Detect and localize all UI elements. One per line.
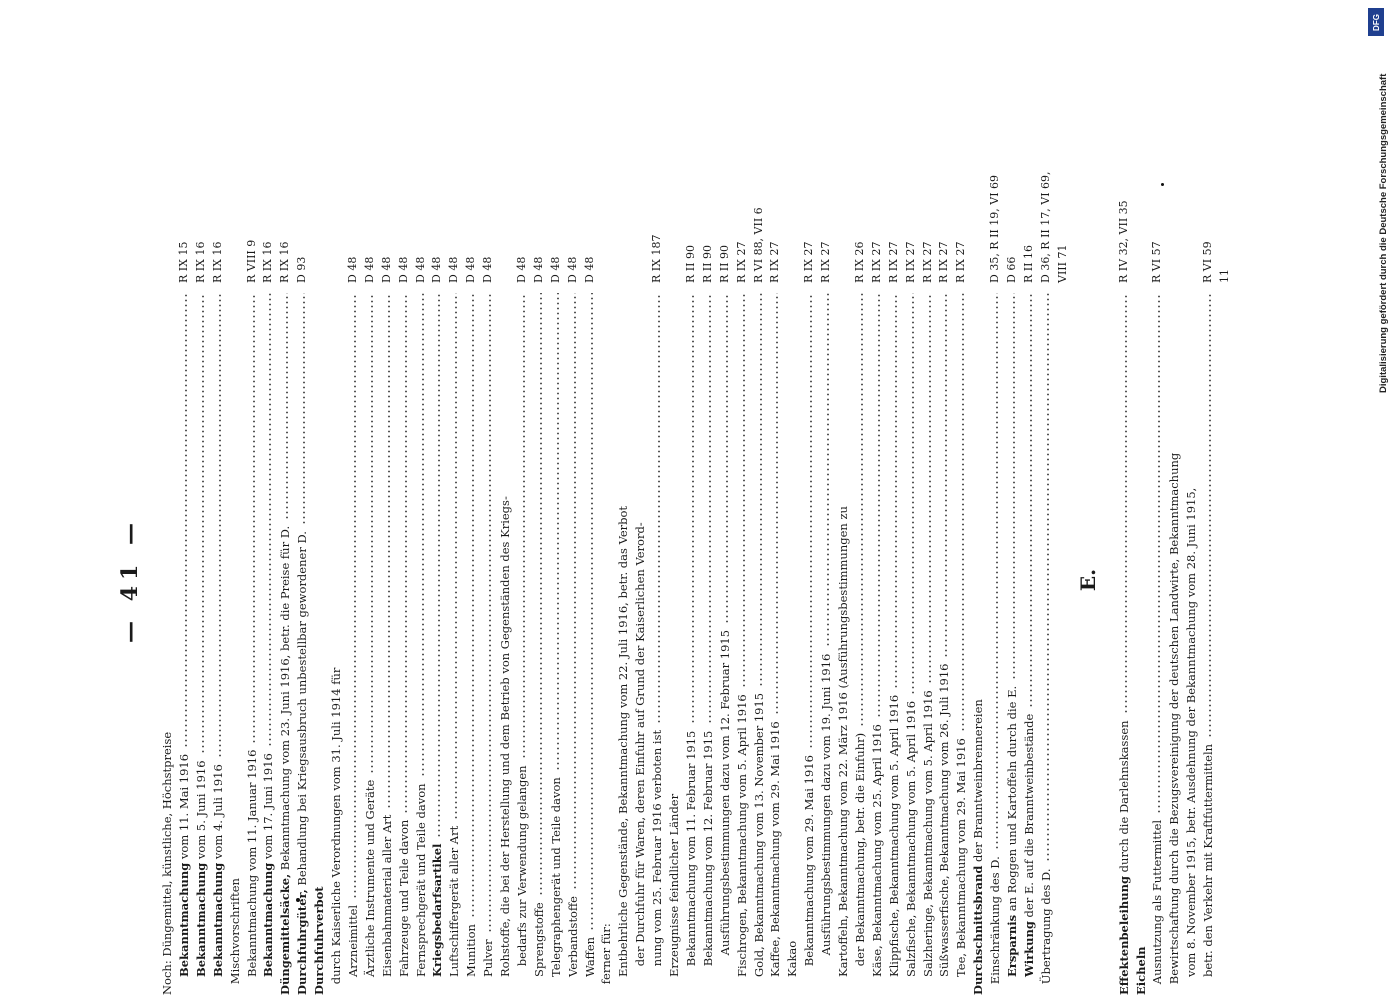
entry-text <box>1004 686 1020 977</box>
index-entry <box>632 165 648 995</box>
index-entry <box>818 165 834 995</box>
entry-reference: R IX 27 <box>819 241 833 283</box>
entry-reference: R II 16 <box>1021 245 1035 283</box>
leader-dots <box>565 293 581 890</box>
index-entry <box>311 165 327 995</box>
entry-text <box>514 765 530 966</box>
entry-label: Ausführungsbestimmungen dazu vom 19. Juni 1916 <box>819 653 834 956</box>
entry-keyword: Bekanntmachung <box>210 862 225 977</box>
entry-text <box>565 896 581 977</box>
index-entry <box>244 165 260 995</box>
index-entry <box>497 165 513 995</box>
entry-text <box>835 506 851 977</box>
entry-label: Kartoffeln, Bekanntmachung vom 22. März 1916 (Ausführungsbestimmungen zu <box>836 506 850 977</box>
entry-reference: R IX 15 <box>176 241 190 283</box>
entry-label: Süßwasserfische, Bekanntmachung vom 26. Juli 1916 <box>937 663 952 977</box>
index-entry <box>176 165 192 995</box>
entry-reference: R IX 27 <box>768 241 782 283</box>
entry-keyword: Bekanntmachung <box>193 862 208 977</box>
entry-label: Salzheringe, Bekanntmachung vom 5. April 1916 <box>920 690 935 977</box>
entry-text <box>598 923 614 984</box>
leader-dots <box>480 293 496 933</box>
entry-keyword: Durchschnittsbrand <box>971 865 986 995</box>
entry-label: Fischrogen, Bekanntmachung vom 5. April 1916 <box>734 694 749 977</box>
entry-text <box>953 738 969 977</box>
dfg-logo: DFG <box>1368 8 1384 36</box>
entry-reference: R IX 16 <box>278 241 292 283</box>
entry-label: vom 17. Juni 1916 <box>261 753 276 863</box>
entry-label: Sprengstoffe <box>531 902 546 977</box>
entry-label: Fahrzeuge und Teile davon <box>396 819 411 977</box>
leader-dots <box>548 293 564 771</box>
index-entry <box>345 165 361 995</box>
leader-dots <box>1004 293 1020 680</box>
entry-text <box>244 750 260 977</box>
entry-text <box>717 630 733 955</box>
entry-reference: D 35, R II 19, VI 69 <box>988 174 1002 283</box>
entry-text <box>210 764 226 977</box>
entry-label: Einschränkung des D. <box>988 856 1003 985</box>
entry-label: durch die Darlehnskassen <box>1116 720 1131 876</box>
credit-text: Digitalisierung gefördert durch die Deutsche Forschungsgemeinschaft <box>1378 73 1389 393</box>
entry-text <box>176 754 192 977</box>
entry-reference: R VI 88, VII 6 <box>751 207 765 283</box>
index-entry <box>480 165 496 995</box>
entry-reference: D 48 <box>531 256 545 283</box>
leader-dots <box>751 293 767 687</box>
entry-label: vom 4. Juli 1916 <box>210 764 225 863</box>
leader-dots <box>987 293 1003 850</box>
index-entry <box>396 165 412 995</box>
entry-label: Fernsprechgerät und Teile davon <box>413 783 428 977</box>
entry-text <box>734 694 750 977</box>
leader-dots <box>531 293 547 896</box>
leader-dots <box>260 293 276 747</box>
index-entry <box>446 165 462 995</box>
entry-text <box>260 753 276 977</box>
entry-reference: R II 90 <box>717 245 731 283</box>
entry-label: Ausnutzung als Futtermittel <box>1150 819 1165 985</box>
entry-text <box>1166 453 1182 984</box>
entry-label: Bekanntmachung vom 12. Februar 1915 <box>700 730 715 967</box>
index-entry <box>429 165 445 995</box>
entry-text <box>1149 820 1165 984</box>
entry-label: Übertragung des D. <box>1038 868 1053 985</box>
entry-label: Klippfische, Bekanntmachung vom 5. April 1916 <box>886 694 901 977</box>
entry-reference: R VI 59 <box>1201 241 1215 283</box>
entry-label: der E. auf die Branntweinbestände <box>1021 713 1036 922</box>
entry-reference: D 48 <box>565 256 579 283</box>
entry-reference: D 66 <box>1005 256 1018 283</box>
index-entry <box>413 165 429 995</box>
index-entry <box>852 165 868 995</box>
entry-text <box>1183 488 1199 977</box>
entry-label: Ärztliche Instrumente und Geräte <box>362 779 377 977</box>
entry-keyword: Wirkung <box>1021 921 1036 977</box>
entry-label: Luftschiffergerät aller Art <box>447 825 462 977</box>
index-entry <box>514 165 530 995</box>
entry-keyword: Bekanntmachung <box>261 862 276 977</box>
leader-dots <box>936 293 952 658</box>
entry-text <box>193 760 209 977</box>
leader-dots <box>176 293 192 748</box>
leader-dots <box>920 293 936 684</box>
leader-dots <box>886 293 902 689</box>
entry-reference: D 48 <box>396 256 410 283</box>
entry-label: Eisenbahnmaterial aller Art <box>379 814 394 977</box>
entry-label: Arzneimittel <box>345 904 360 977</box>
entry-reference: R IX 27 <box>954 241 968 283</box>
index-entry <box>531 165 547 995</box>
entry-reference: D 48 <box>514 256 528 283</box>
entry-label: der Bekanntmachung, betr. die Einfuhr) <box>852 732 867 967</box>
entry-text <box>818 654 834 956</box>
entry-text <box>683 731 699 967</box>
entry-reference: VIII 71 <box>1055 244 1069 283</box>
entry-keyword: Durchfuhrverbot <box>312 886 327 995</box>
entry-label: Noch: Düngemittel, künstliche, Höchstpreise <box>160 731 174 995</box>
entry-label: Munition <box>464 924 479 977</box>
index-entry <box>869 165 885 995</box>
index-entry <box>1021 165 1037 995</box>
digitization-credit <box>1360 8 1390 393</box>
entry-reference: D 48 <box>582 256 596 283</box>
index-entry <box>565 165 581 995</box>
entry-label: Entbehrliche Gegenstände, Bekanntmachung vom 22. Juli 1916, betr. das Verbot <box>616 505 631 977</box>
leader-dots <box>1021 293 1037 708</box>
entry-keyword: Düngemittelsäcke, <box>278 873 293 995</box>
index-entry <box>666 165 682 995</box>
index-entry <box>210 165 226 995</box>
leader-dots <box>210 293 226 758</box>
entry-reference: R IX 27 <box>920 241 934 283</box>
entry-label: ferner für: <box>599 923 614 985</box>
entry-text <box>666 794 682 977</box>
index-entry <box>649 165 665 995</box>
entry-label: vom 8. November 1915, betr. Ausdehnung der Bekanntmachung vom 28. Juni 1915, <box>1184 487 1199 977</box>
entry-text <box>784 941 800 977</box>
entry-reference: R VIII 9 <box>244 239 258 283</box>
entry-text <box>446 826 462 977</box>
entry-label: Kakao <box>785 940 800 977</box>
leader-dots <box>429 293 445 838</box>
index-entry <box>970 165 986 995</box>
index-entry <box>1200 165 1216 995</box>
entry-text <box>159 732 175 995</box>
index-entry <box>379 165 395 995</box>
entry-label: Bekanntmachung vom 11. Januar 1916 <box>244 749 259 977</box>
entry-text <box>1116 720 1132 995</box>
index-entry <box>362 165 378 995</box>
index-entry <box>1055 165 1071 995</box>
entry-keyword: Effektenbeleihung <box>1116 875 1131 995</box>
index-entry <box>936 165 952 995</box>
entry-text <box>328 668 344 985</box>
entry-keyword: Kriegsbedarfsartikel <box>430 843 445 977</box>
index-entry <box>734 165 750 995</box>
entry-text <box>903 701 919 977</box>
entry-text <box>801 755 817 966</box>
index-entry <box>1004 165 1020 995</box>
entry-text <box>970 699 986 995</box>
entry-reference: R IX 27 <box>903 241 917 283</box>
entry-reference: R IX 26 <box>852 241 866 283</box>
index-entry <box>700 165 716 995</box>
entry-text <box>920 690 936 977</box>
entry-text <box>1200 744 1216 977</box>
entry-text <box>362 780 378 977</box>
entry-reference: D 36, R II 17, VI 69, <box>1038 171 1052 283</box>
entry-text <box>1021 714 1037 977</box>
entry-label: Erzeugnisse feindlicher Länder <box>667 793 681 977</box>
leader-dots <box>396 293 412 814</box>
entry-label: Gold, Bekanntmachung vom 13. November 1915 <box>751 692 766 977</box>
leader-dots <box>683 293 699 724</box>
entry-text <box>531 902 547 977</box>
entry-text <box>497 496 513 977</box>
entry-text <box>1038 868 1054 984</box>
index-entry <box>987 165 1003 995</box>
entry-keyword: Bekanntmachung <box>176 862 191 977</box>
entry-label: Salzfische, Bekanntmachung vom 5. April 1916 <box>903 700 918 977</box>
entry-reference: D 48 <box>481 256 495 283</box>
index-entry <box>920 165 936 995</box>
index-entry <box>683 165 699 995</box>
entry-label: Bekanntmachung vom 23. Juni 1916, betr. die Preise für D. <box>278 525 293 874</box>
index-entry <box>159 165 175 995</box>
section-letter: E. <box>1075 568 1100 592</box>
entry-reference: D 48 <box>430 256 444 283</box>
entry-reference: R II 90 <box>700 245 714 283</box>
entry-text <box>396 820 412 977</box>
index-entry <box>1116 165 1132 995</box>
entry-reference: R II 90 <box>683 245 697 283</box>
leader-dots <box>818 293 834 647</box>
entry-text <box>227 878 243 984</box>
entry-reference: D 48 <box>464 256 478 283</box>
entry-reference: R IX 16 <box>261 241 275 283</box>
entry-reference: R IV 32, VII 35 <box>1116 200 1130 283</box>
entry-text <box>700 731 716 967</box>
leader-dots <box>379 293 395 809</box>
entry-label: Mischvorschriften <box>227 878 242 985</box>
index-entry <box>953 165 969 995</box>
entry-text <box>936 664 952 977</box>
entry-label: Ausführungsbestimmungen dazu vom 12. Februar 1915 <box>717 629 732 956</box>
index-entry <box>598 165 614 995</box>
entry-label: nung vom 25. Februar 1916 verboten ist <box>650 729 665 967</box>
leader-dots <box>767 293 783 715</box>
entry-text <box>869 724 885 977</box>
entry-reference: R IX 27 <box>869 241 883 283</box>
entry-text <box>294 531 310 995</box>
leader-dots <box>446 293 462 820</box>
leader-dots <box>463 293 479 918</box>
leader-dots <box>852 293 868 727</box>
index-entry <box>1217 165 1233 995</box>
leader-dots <box>717 293 733 624</box>
entry-text <box>987 856 1003 984</box>
leader-dots <box>345 293 361 899</box>
entry-label: Bekanntmachung vom 11. Februar 1915 <box>683 730 698 967</box>
leader-dots <box>193 293 209 754</box>
entry-reference: D 48 <box>362 256 376 283</box>
index-entry <box>227 165 243 995</box>
index-entry <box>1166 165 1182 995</box>
leader-dots <box>1116 293 1132 714</box>
leader-dots <box>514 293 530 759</box>
entry-label: betr. den Verkehr mit Kraftfuttermitteln <box>1201 743 1216 977</box>
entry-label: Rohstoffe, die bei der Herstellung und dem Betrieb von Gegenständen des Kriegs- <box>498 496 512 977</box>
index-entry <box>277 165 293 995</box>
index-entry <box>193 165 209 995</box>
leader-dots <box>649 293 665 724</box>
entry-label: Bewirtschaftung durch die Bezugsvereinigung der deutschen Landwirte, Bekanntmachung <box>1167 452 1182 985</box>
entry-label: Waffen <box>582 936 597 977</box>
entry-reference: R IX 16 <box>210 241 224 283</box>
entry-reference: 11 <box>1218 269 1231 283</box>
entry-text <box>413 783 429 977</box>
leader-dots <box>700 293 716 724</box>
leader-dots <box>362 293 378 774</box>
index-entry <box>294 165 310 995</box>
entry-reference: R IX 27 <box>802 241 816 283</box>
leader-dots <box>869 293 885 718</box>
leader-dots <box>1149 293 1165 814</box>
index-entry <box>260 165 276 995</box>
entry-text <box>463 924 479 977</box>
entry-reference: D 48 <box>379 256 393 283</box>
index-entry <box>328 165 344 995</box>
entry-text <box>767 721 783 977</box>
index-entry <box>1183 165 1199 995</box>
entry-text <box>632 522 648 966</box>
index-entry <box>835 165 851 995</box>
entry-label: Käse, Bekanntmachung vom 25. April 1916 <box>869 724 884 977</box>
leader-dots <box>277 293 293 520</box>
page-number: — 41 — <box>117 517 143 643</box>
entry-label: vom 11. Mai 1916 <box>176 753 191 863</box>
index-entry <box>1133 165 1149 995</box>
entry-label: an Roggen und Kartoffeln durch die E. <box>1005 685 1019 915</box>
entry-text <box>345 905 361 977</box>
entry-text <box>429 844 445 977</box>
entry-label: Pulver <box>481 939 496 977</box>
entry-label: der Branntweinbrennereien <box>971 699 986 866</box>
index-entry <box>615 165 631 995</box>
leader-dots <box>294 293 310 525</box>
entry-text <box>649 730 665 966</box>
entry-reference: D 48 <box>413 256 427 283</box>
entry-label: Tee, Bekanntmachung vom 29. Mai 1916 <box>954 738 969 977</box>
index-entry <box>903 165 919 995</box>
index-entry <box>548 165 564 995</box>
index-entry <box>767 165 783 995</box>
entry-reference: R IX 16 <box>193 241 207 283</box>
entry-text <box>582 937 598 977</box>
entry-label: Behandlung bei Kriegsausbruch unbestellbar gewordener D. <box>295 531 310 890</box>
leader-dots <box>413 293 429 777</box>
entry-keyword: Durchfuhrgüter, <box>295 889 310 995</box>
entry-label: Verbandstoffe <box>565 896 580 977</box>
entry-text <box>751 693 767 977</box>
leader-dots <box>1200 293 1216 738</box>
leader-dots <box>244 293 260 744</box>
leader-dots <box>734 293 750 688</box>
leader-dots <box>953 293 969 732</box>
entry-keyword: Ersparnis <box>1005 914 1019 977</box>
entry-reference: D 48 <box>447 256 461 283</box>
entry-label: vom 5. Juni 1916 <box>193 760 208 863</box>
entry-text <box>615 506 631 977</box>
entry-label: bedarfs zur Verwendung gelangen <box>514 765 529 967</box>
entry-label: Kaffee, Bekanntmachung vom 29. Mai 1916 <box>768 721 783 977</box>
entry-reference: R IX 27 <box>886 241 900 283</box>
index-entry <box>717 165 733 995</box>
entry-keyword: Eicheln <box>1133 946 1148 995</box>
index-entry <box>751 165 767 995</box>
leader-dots <box>582 293 598 931</box>
entry-reference: R IX 187 <box>650 234 664 283</box>
entry-reference: R IX 27 <box>734 241 748 283</box>
entry-text <box>480 939 496 977</box>
entry-label: der Durchfuhr für Waren, deren Einfuhr auf Grund der Kaiserlichen Verord- <box>633 522 648 967</box>
entry-reference: R VI 57 <box>1150 241 1164 283</box>
index-entry <box>801 165 817 995</box>
leader-dots <box>903 293 919 695</box>
entry-reference: D 48 <box>345 256 359 283</box>
entry-text <box>548 777 564 977</box>
index-entry <box>1038 165 1054 995</box>
index-entry <box>463 165 479 995</box>
rotated-page-body <box>117 165 1265 995</box>
index-entry <box>1149 165 1165 995</box>
entry-reference: R IX 27 <box>937 241 951 283</box>
entry-label: Telegraphengerät und Teile davon <box>548 777 563 977</box>
entry-text <box>852 733 868 966</box>
index-entry <box>582 165 598 995</box>
entry-label: durch Kaiserliche Verordnungen vom 31. Juli 1914 für <box>329 667 343 985</box>
index-entry <box>886 165 902 995</box>
entry-text <box>277 526 293 995</box>
entry-reference: D 93 <box>295 256 309 283</box>
entry-text <box>379 815 395 977</box>
leader-dots <box>801 293 817 749</box>
index-entry <box>784 165 800 995</box>
entry-text <box>311 886 327 995</box>
entry-text <box>886 695 902 977</box>
leader-dots <box>1038 293 1054 862</box>
entry-label: Bekanntmachung vom 29. Mai 1916 <box>802 755 817 967</box>
entry-reference: D 48 <box>548 256 562 283</box>
entry-text <box>1133 946 1149 995</box>
